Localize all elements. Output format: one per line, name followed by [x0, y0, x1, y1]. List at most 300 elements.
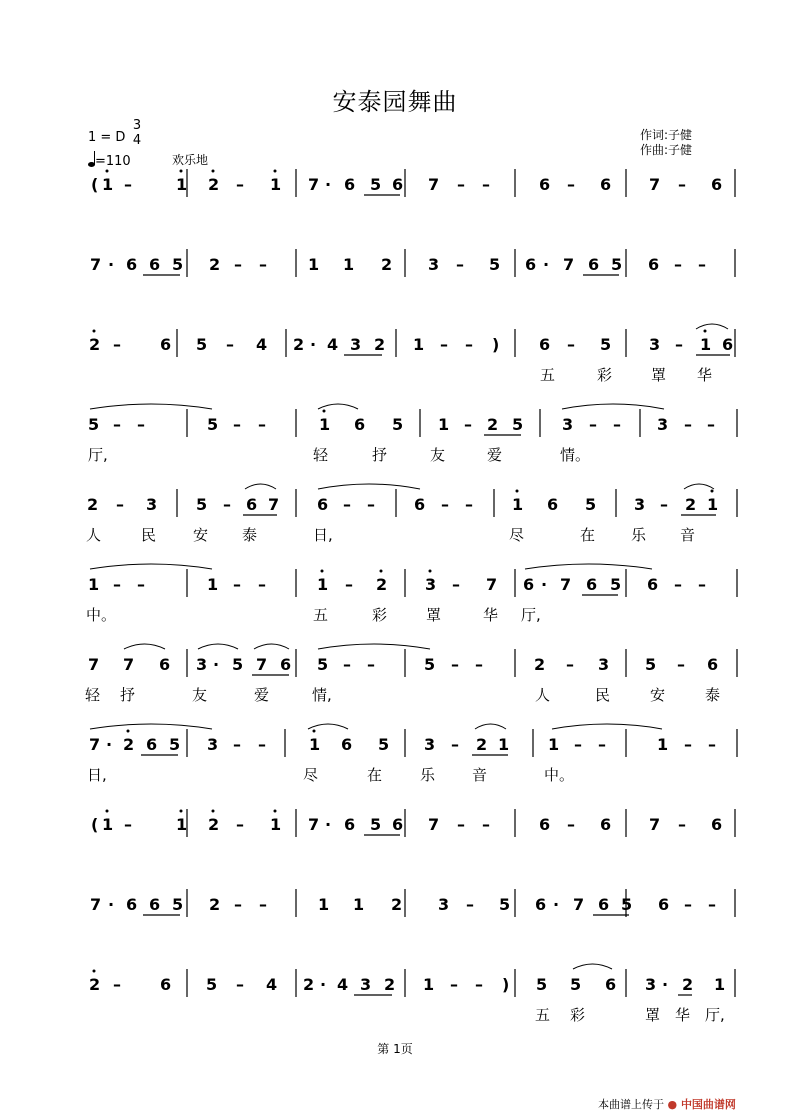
note: 2: [123, 735, 135, 754]
sustain-dash: –: [233, 415, 241, 434]
note: 3: [425, 575, 437, 594]
sustain-dash: –: [451, 655, 459, 674]
note: 5: [169, 735, 181, 754]
note: 6: [525, 255, 537, 274]
tie-slur: [525, 564, 652, 569]
note: 2: [208, 175, 220, 194]
sustain-dash: –: [678, 175, 686, 194]
site-name: 中国曲谱网: [680, 1098, 736, 1111]
note: 2: [89, 335, 101, 354]
sustain-dash: –: [116, 495, 124, 514]
tie-slur: [552, 724, 662, 729]
tie-slur: [573, 964, 612, 969]
lyric-syllable: 中。: [544, 766, 575, 784]
lyric-syllable: 彩: [570, 1006, 586, 1024]
note: 5: [378, 735, 390, 754]
tie-slur: [90, 724, 212, 729]
note: 5: [392, 415, 404, 434]
lyric-syllable: 在: [580, 526, 596, 544]
lyric-syllable: 罩: [651, 366, 667, 384]
sustain-dash: –: [236, 815, 244, 834]
note: 5: [424, 655, 436, 674]
sustain-dash: –: [698, 575, 706, 594]
lyric-syllable: 日,: [87, 766, 107, 784]
lyric-syllable: 民: [595, 686, 611, 704]
lyric-syllable: 华: [697, 366, 713, 384]
lyric-syllable: 人: [535, 686, 551, 704]
note: 6: [126, 895, 138, 914]
note: 5: [196, 495, 208, 514]
note: 6: [344, 175, 356, 194]
lyric-syllable: 友: [430, 446, 446, 464]
dot-mark: ·: [108, 895, 115, 914]
sustain-dash: –: [482, 815, 490, 834]
dot-mark: ·: [553, 895, 560, 914]
composer: 作曲:子健: [640, 143, 693, 157]
sustain-dash: –: [233, 575, 241, 594]
tie-slur: [696, 324, 728, 329]
sustain-dash: –: [674, 575, 682, 594]
lyric-syllable: 音: [472, 766, 488, 784]
sustain-dash: –: [124, 815, 132, 834]
sustain-dash: –: [466, 895, 474, 914]
bracket: ): [492, 335, 500, 354]
note: 6: [711, 175, 723, 194]
sustain-dash: –: [137, 575, 145, 594]
sustain-dash: –: [674, 255, 682, 274]
note: 5: [645, 655, 657, 674]
lyric-syllable: 尽: [509, 526, 525, 544]
note: 1: [714, 975, 726, 994]
sustain-dash: –: [456, 255, 464, 274]
octave-dot: [274, 810, 277, 813]
lyric-syllable: 情,: [312, 686, 332, 704]
note: 3: [196, 655, 208, 674]
note: 6: [707, 655, 719, 674]
lyric-syllable: 爱: [254, 686, 270, 704]
sustain-dash: –: [343, 495, 351, 514]
note: 6: [246, 495, 258, 514]
note: 3: [634, 495, 646, 514]
time-signature-bottom: 4: [132, 133, 142, 148]
tie-slur: [308, 724, 348, 729]
note: 3: [645, 975, 657, 994]
sustain-dash: –: [236, 975, 244, 994]
note: 7: [486, 575, 498, 594]
lyric-syllable: 在: [367, 766, 383, 784]
note: 4: [256, 335, 268, 354]
sustain-dash: –: [345, 575, 353, 594]
note: 5: [536, 975, 548, 994]
note: 6: [598, 895, 610, 914]
octave-dot: [380, 570, 383, 573]
sustain-dash: –: [464, 415, 472, 434]
lyric-syllable: 华: [675, 1006, 691, 1024]
note: 6: [341, 735, 353, 754]
note: 5: [172, 895, 184, 914]
note: 1: [700, 335, 712, 354]
octave-dot: [321, 570, 324, 573]
note: 3: [649, 335, 661, 354]
note: 5: [207, 415, 219, 434]
note: 1: [548, 735, 560, 754]
note: 3: [424, 735, 436, 754]
sustain-dash: –: [258, 735, 266, 754]
note: 1: [102, 815, 114, 834]
note: 1: [176, 175, 188, 194]
note: 6: [722, 335, 734, 354]
lyric-syllable: 安: [193, 526, 209, 544]
sustain-dash: –: [707, 415, 715, 434]
note: 2: [293, 335, 305, 354]
note: 7: [256, 655, 268, 674]
sustain-dash: –: [113, 575, 121, 594]
note: 6: [344, 815, 356, 834]
note: 1: [207, 575, 219, 594]
note: 7: [308, 815, 320, 834]
time-signature-top: 3: [132, 118, 142, 133]
note: 1: [413, 335, 425, 354]
note: 5: [610, 575, 622, 594]
bracket: (: [91, 175, 99, 194]
octave-dot: [711, 490, 714, 493]
octave-dot: [516, 490, 519, 493]
page-title: 安泰园舞曲: [332, 88, 458, 116]
note: 6: [605, 975, 617, 994]
sustain-dash: –: [567, 335, 575, 354]
octave-dot: [180, 810, 183, 813]
note: 2: [376, 575, 388, 594]
note: 5: [232, 655, 244, 674]
lyric-syllable: 友: [192, 686, 208, 704]
note: 5: [206, 975, 218, 994]
sustain-dash: –: [233, 735, 241, 754]
dot-mark: ·: [325, 815, 332, 834]
note: 3: [562, 415, 574, 434]
sustain-dash: –: [236, 175, 244, 194]
lyric-syllable: 民: [141, 526, 157, 544]
sustain-dash: –: [367, 655, 375, 674]
dot-mark: ·: [662, 975, 669, 994]
note: 2: [384, 975, 396, 994]
note: 1: [309, 735, 321, 754]
note: 2: [89, 975, 101, 994]
upload-footer: [598, 1096, 736, 1112]
tie-slur: [245, 484, 276, 489]
sustain-dash: –: [677, 655, 685, 674]
tie-slur: [90, 564, 212, 569]
sustain-dash: –: [684, 735, 692, 754]
dot-mark: ·: [106, 735, 113, 754]
note: 5: [570, 975, 582, 994]
lyric-syllable: 五: [535, 1006, 551, 1024]
dot-mark: ·: [320, 975, 327, 994]
note: 6: [647, 575, 659, 594]
sustain-dash: –: [259, 255, 267, 274]
note: 6: [523, 575, 535, 594]
sustain-dash: –: [678, 815, 686, 834]
note: 3: [428, 255, 440, 274]
note: 5: [611, 255, 623, 274]
sustain-dash: –: [708, 735, 716, 754]
note: 6: [159, 655, 171, 674]
sustain-dash: –: [452, 575, 460, 594]
note: 5: [621, 895, 633, 914]
sustain-dash: –: [113, 415, 121, 434]
note: 6: [658, 895, 670, 914]
dot-mark: ·: [310, 335, 317, 354]
note: 3: [146, 495, 158, 514]
lyric-syllable: 五: [313, 606, 329, 624]
sustain-dash: –: [589, 415, 597, 434]
sustain-dash: –: [465, 495, 473, 514]
octave-dot: [127, 730, 130, 733]
tie-slur: [684, 484, 714, 489]
note: 2: [374, 335, 386, 354]
note: 4: [327, 335, 339, 354]
note: 7: [560, 575, 572, 594]
sustain-dash: –: [567, 815, 575, 834]
tie-slur: [318, 644, 430, 649]
sustain-dash: –: [660, 495, 668, 514]
octave-dot: [429, 570, 432, 573]
note: 6: [414, 495, 426, 514]
site-logo: ● 中国曲谱网: [667, 1098, 736, 1111]
octave-dot: [323, 410, 326, 413]
tie-slur: [562, 404, 664, 409]
note: 2: [534, 655, 546, 674]
dot-mark: ·: [213, 655, 220, 674]
lyric-syllable: 情。: [560, 446, 591, 464]
note: 6: [648, 255, 660, 274]
lyric-syllable: 日,: [313, 526, 333, 544]
sustain-dash: –: [113, 975, 121, 994]
octave-dot: [212, 810, 215, 813]
note: 3: [360, 975, 372, 994]
note: 2: [682, 975, 694, 994]
note: 5: [88, 415, 100, 434]
tie-slur: [318, 484, 420, 489]
note: 7: [268, 495, 280, 514]
sustain-dash: –: [684, 895, 692, 914]
note: 2: [391, 895, 403, 914]
sustain-dash: –: [457, 175, 465, 194]
note: 6: [539, 175, 551, 194]
note: 1: [270, 175, 282, 194]
note: 1: [657, 735, 669, 754]
note: 5: [600, 335, 612, 354]
sustain-dash: –: [567, 175, 575, 194]
note: 3: [438, 895, 450, 914]
note: 6: [354, 415, 366, 434]
note: 6: [588, 255, 600, 274]
octave-dot: [106, 810, 109, 813]
note: 5: [196, 335, 208, 354]
lyric-syllable: 轻: [85, 686, 101, 704]
sustain-dash: –: [440, 335, 448, 354]
note: 6: [586, 575, 598, 594]
note: 6: [392, 175, 404, 194]
sustain-dash: –: [258, 575, 266, 594]
bracket: ): [502, 975, 510, 994]
note: 5: [370, 815, 382, 834]
sustain-dash: –: [226, 335, 234, 354]
note: 7: [88, 655, 100, 674]
sustain-dash: –: [574, 735, 582, 754]
lyric-syllable: 安: [650, 686, 666, 704]
note: 2: [381, 255, 393, 274]
octave-dot: [106, 170, 109, 173]
sustain-dash: –: [566, 655, 574, 674]
sustain-dash: –: [465, 335, 473, 354]
note: 5: [489, 255, 501, 274]
note: 7: [89, 735, 101, 754]
key-signature: 1 = D: [88, 130, 126, 145]
note: 1: [707, 495, 719, 514]
note: 2: [685, 495, 697, 514]
lyric-syllable: 厅,: [88, 446, 108, 464]
sustain-dash: –: [475, 655, 483, 674]
lyric-syllable: 厅,: [521, 606, 541, 624]
note: 6: [160, 975, 172, 994]
note: 5: [585, 495, 597, 514]
lyric-syllable: 泰: [242, 526, 258, 544]
note: 3: [598, 655, 610, 674]
sustain-dash: –: [475, 975, 483, 994]
sustain-dash: –: [367, 495, 375, 514]
note: 4: [337, 975, 349, 994]
sustain-dash: –: [124, 175, 132, 194]
note: 1: [318, 895, 330, 914]
note: 6: [149, 895, 161, 914]
note: 6: [547, 495, 559, 514]
note: 7: [573, 895, 585, 914]
note: 1: [353, 895, 365, 914]
note: 7: [428, 815, 440, 834]
dot-mark: ·: [108, 255, 115, 274]
sustain-dash: –: [234, 255, 242, 274]
note: 6: [149, 255, 161, 274]
note: 7: [90, 895, 102, 914]
octave-dot: [313, 730, 316, 733]
note: 6: [539, 335, 551, 354]
sustain-dash: –: [675, 335, 683, 354]
note: 6: [600, 175, 612, 194]
sustain-dash: –: [258, 415, 266, 434]
sustain-dash: –: [598, 735, 606, 754]
lyric-syllable: 罩: [645, 1006, 661, 1024]
lyric-syllable: 中。: [86, 606, 117, 624]
sustain-dash: –: [343, 655, 351, 674]
note: 6: [126, 255, 138, 274]
lyric-syllable: 尽: [303, 766, 319, 784]
note: 6: [146, 735, 158, 754]
note: 7: [428, 175, 440, 194]
note: 1: [438, 415, 450, 434]
note: 3: [657, 415, 669, 434]
sustain-dash: –: [441, 495, 449, 514]
note: 6: [539, 815, 551, 834]
note: 1: [317, 575, 329, 594]
tie-slur: [318, 404, 358, 409]
upload-text: 本曲谱上传于: [598, 1098, 664, 1111]
lyric-syllable: 音: [680, 526, 696, 544]
note: 1: [102, 175, 114, 194]
sustain-dash: –: [457, 815, 465, 834]
dot-mark: ·: [543, 255, 550, 274]
tie-slur: [90, 404, 212, 409]
note: 2: [87, 495, 99, 514]
lyric-syllable: 彩: [597, 366, 613, 384]
lyric-syllable: 华: [483, 606, 499, 624]
note: 1: [343, 255, 355, 274]
lyric-syllable: 抒: [120, 686, 136, 704]
note: 5: [499, 895, 511, 914]
sustain-dash: –: [684, 415, 692, 434]
sustain-dash: –: [451, 735, 459, 754]
octave-dot: [180, 170, 183, 173]
tie-slur: [198, 644, 238, 649]
octave-dot: [93, 970, 96, 973]
lyric-syllable: 人: [86, 526, 102, 544]
lyric-syllable: 轻: [313, 446, 329, 464]
note: 1: [498, 735, 510, 754]
page-number: 第 1页: [377, 1042, 413, 1056]
note: 6: [392, 815, 404, 834]
lyric-syllable: 乐: [631, 526, 647, 544]
lyric-syllable: 彩: [372, 606, 388, 624]
sustain-dash: –: [259, 895, 267, 914]
lyricist: 作词:子健: [640, 128, 693, 142]
lyric-syllable: 乐: [420, 766, 436, 784]
note: 3: [207, 735, 219, 754]
note: 2: [303, 975, 315, 994]
sustain-dash: –: [450, 975, 458, 994]
note: 2: [476, 735, 488, 754]
sustain-dash: –: [223, 495, 231, 514]
note: 2: [209, 255, 221, 274]
octave-dot: [704, 330, 707, 333]
sustain-dash: –: [482, 175, 490, 194]
lyric-syllable: 抒: [372, 446, 388, 464]
dot-mark: ·: [325, 175, 332, 194]
note: 1: [512, 495, 524, 514]
note: 6: [317, 495, 329, 514]
note: 7: [308, 175, 320, 194]
note: 5: [317, 655, 329, 674]
note: 1: [423, 975, 435, 994]
note: 3: [350, 335, 362, 354]
octave-dot: [274, 170, 277, 173]
lyric-syllable: 厅,: [705, 1006, 725, 1024]
note: 7: [649, 815, 661, 834]
dot-mark: ·: [541, 575, 548, 594]
lyric-syllable: 五: [540, 366, 556, 384]
note: 1: [176, 815, 188, 834]
octave-dot: [212, 170, 215, 173]
sustain-dash: –: [234, 895, 242, 914]
note: 2: [487, 415, 499, 434]
note: 6: [711, 815, 723, 834]
tempo-value: =110: [95, 154, 131, 169]
bracket: (: [91, 815, 99, 834]
note: 6: [280, 655, 292, 674]
octave-dot: [93, 330, 96, 333]
note: 7: [649, 175, 661, 194]
note: 6: [160, 335, 172, 354]
note: 5: [512, 415, 524, 434]
note: 6: [535, 895, 547, 914]
